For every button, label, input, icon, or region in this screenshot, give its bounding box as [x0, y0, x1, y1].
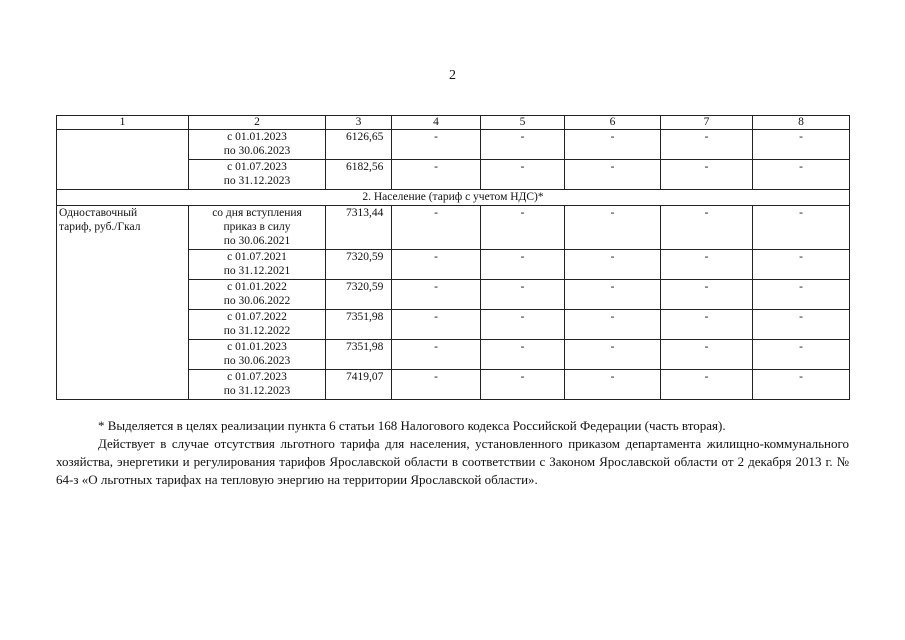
- dash-cell: -: [661, 206, 753, 250]
- tariff-value: 7419,07: [326, 370, 392, 400]
- period-line: по 30.06.2023: [223, 145, 291, 157]
- section-title: 2. Население (тариф с учетом НДС)*: [57, 190, 850, 206]
- dash-cell: -: [753, 130, 850, 160]
- table-header-row: [57, 116, 850, 130]
- period-line: приказ в силу: [223, 221, 291, 233]
- dash-cell: -: [753, 280, 850, 310]
- period-line: по 31.12.2022: [223, 325, 291, 337]
- column-number: 2: [189, 116, 326, 130]
- dash-cell: -: [661, 160, 753, 190]
- dash-cell: -: [753, 250, 850, 280]
- period-line: с 01.01.2023: [227, 131, 287, 143]
- column-number: 4: [392, 116, 481, 130]
- dash-cell: -: [392, 206, 481, 250]
- period-cell: [189, 310, 326, 340]
- column-number: 5: [481, 116, 565, 130]
- column-number: 6: [565, 116, 661, 130]
- period-cell: [189, 206, 326, 250]
- dash-cell: -: [661, 340, 753, 370]
- dash-cell: -: [481, 206, 565, 250]
- tariff-value: 7351,98: [326, 310, 392, 340]
- dash-cell: -: [481, 250, 565, 280]
- period-line: с 01.01.2023: [227, 341, 287, 353]
- dash-cell: -: [392, 280, 481, 310]
- dash-cell: -: [565, 130, 661, 160]
- footnote-vat: * Выделяется в целях реализации пункта 6 статьи 168 Налогового кодекса Российской Федерации (часть вторая).: [98, 418, 726, 433]
- period-line: с 01.01.2022: [227, 281, 287, 293]
- dash-cell: -: [481, 280, 565, 310]
- table-row: [57, 130, 850, 160]
- dash-cell: -: [392, 340, 481, 370]
- period-cell: [189, 370, 326, 400]
- dash-cell: -: [565, 310, 661, 340]
- period-line: по 31.12.2023: [223, 385, 291, 397]
- column-number: 7: [661, 116, 753, 130]
- period-line: со дня вступления: [212, 207, 302, 219]
- tariff-value: 7351,98: [326, 340, 392, 370]
- dash-cell: -: [753, 206, 850, 250]
- period-line: с 01.07.2022: [227, 311, 287, 323]
- footnotes: [56, 417, 849, 489]
- period-line: по 30.06.2023: [223, 355, 291, 367]
- dash-cell: -: [481, 370, 565, 400]
- dash-cell: -: [481, 340, 565, 370]
- period-line: по 30.06.2022: [223, 295, 291, 307]
- period-line: по 31.12.2023: [223, 175, 291, 187]
- dash-cell: -: [565, 250, 661, 280]
- row-label-line: тариф, руб./Гкал: [59, 221, 141, 233]
- column-number: 3: [326, 116, 392, 130]
- table-row: [57, 206, 850, 250]
- dash-cell: -: [753, 160, 850, 190]
- period-line: по 30.06.2021: [223, 235, 291, 247]
- period-line: с 01.07.2021: [227, 251, 287, 263]
- row-label-line: Одноставочный: [59, 207, 138, 219]
- tariff-value: 6126,65: [326, 130, 392, 160]
- period-line: по 31.12.2021: [223, 265, 291, 277]
- footnote-validity: Действует в случае отсутствия льготного тарифа для населения, установленного приказом департамента жилищно-коммунального хозяйства, энергетики и регулирования тарифов Ярославской области в соответствии с Законом Ярославской области от 2 декабря 2013 г. № 64-з «О льготных тарифах на тепловую энергию на территории Ярославской области».: [56, 436, 849, 487]
- dash-cell: -: [753, 340, 850, 370]
- period-cell: [189, 160, 326, 190]
- dash-cell: -: [481, 130, 565, 160]
- dash-cell: -: [392, 310, 481, 340]
- dash-cell: -: [565, 160, 661, 190]
- dash-cell: -: [481, 160, 565, 190]
- dash-cell: -: [392, 160, 481, 190]
- page-number: 2: [449, 68, 456, 83]
- dash-cell: -: [661, 370, 753, 400]
- dash-cell: -: [565, 370, 661, 400]
- dash-cell: -: [392, 130, 481, 160]
- section-header-row: [57, 190, 850, 206]
- tariff-value: 7320,59: [326, 250, 392, 280]
- row-label-cell: [57, 206, 189, 400]
- dash-cell: -: [565, 340, 661, 370]
- dash-cell: -: [481, 310, 565, 340]
- empty-label-cell: [57, 130, 189, 190]
- dash-cell: -: [565, 206, 661, 250]
- dash-cell: -: [753, 370, 850, 400]
- column-number: 8: [753, 116, 850, 130]
- dash-cell: -: [661, 130, 753, 160]
- period-line: с 01.07.2023: [227, 371, 287, 383]
- dash-cell: -: [661, 310, 753, 340]
- tariff-value: 6182,56: [326, 160, 392, 190]
- tariff-table: [56, 115, 850, 400]
- period-cell: [189, 130, 326, 160]
- column-number: 1: [57, 116, 189, 130]
- dash-cell: -: [661, 250, 753, 280]
- tariff-value: 7320,59: [326, 280, 392, 310]
- period-line: с 01.07.2023: [227, 161, 287, 173]
- period-cell: [189, 280, 326, 310]
- dash-cell: -: [392, 370, 481, 400]
- dash-cell: -: [392, 250, 481, 280]
- dash-cell: -: [753, 310, 850, 340]
- period-cell: [189, 340, 326, 370]
- dash-cell: -: [661, 280, 753, 310]
- dash-cell: -: [565, 280, 661, 310]
- tariff-value: 7313,44: [326, 206, 392, 250]
- period-cell: [189, 250, 326, 280]
